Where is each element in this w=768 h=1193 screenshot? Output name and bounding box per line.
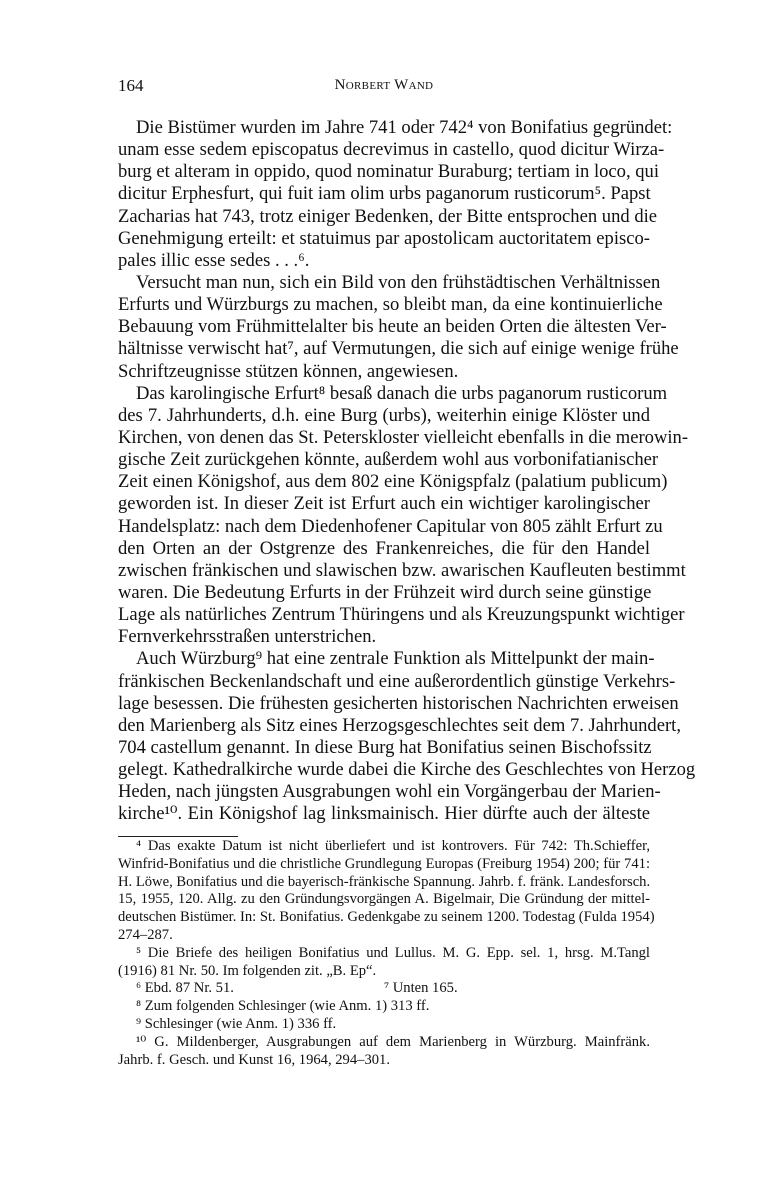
footnote-line: ⁸ Zum folgenden Schlesinger (wie Anm. 1) 313 ff. <box>136 998 430 1015</box>
footnote-line: ⁵ Die Briefe des heiligen Bonifatius und Lullus. M. G. Epp. sel. 1, hrsg. M.Tangl <box>136 944 650 961</box>
page-header <box>118 76 650 100</box>
body-line: Schriftzeugnisse stützen können, angewiesen. <box>118 360 459 382</box>
body-line: dicitur Erphesfurt, qui fuit iam olim urbs paganorum rusticorum⁵. Papst <box>118 183 651 205</box>
body-line: burg et alteram in oppido, quod nominatur Buraburg; tertiam in loco, qui <box>118 161 660 183</box>
footnote-line: deutschen Bistümer. In: St. Bonifatius. Gedenkgabe zu seinem 1200. Todestag (Fulda 1954) <box>118 909 655 926</box>
footnotes-part-2 <box>118 998 650 1069</box>
footnotes-part-1 <box>118 838 655 980</box>
body-line: Auch Würzburg⁹ hat eine zentrale Funktion als Mittelpunkt der main- <box>136 648 655 670</box>
body-line: geworden ist. In dieser Zeit ist Erfurt auch ein wichtiger karolingischer <box>118 493 650 515</box>
body-line: Fernverkehrsstraßen unterstrichen. <box>118 626 377 648</box>
body-line: unam esse sedem episcopatus decrevimus in castello, quod dicitur Wirza- <box>118 139 665 161</box>
body-line: Erfurts und Würzburgs zu machen, so bleibt man, da eine kontinuierliche <box>118 294 663 316</box>
body-line: Lage als natürliches Zentrum Thüringens und als Kreuzungspunkt wichtiger <box>118 604 685 626</box>
body-line: Die Bistümer wurden im Jahre 741 oder 742⁴ von Bonifatius gegründet: <box>136 117 673 138</box>
body-line: gische Zeit zurückgehen könnte, außerdem wohl aus vorbonifatianischer <box>118 449 659 471</box>
body-line: Heden, nach jüngsten Ausgrabungen wohl ein Vorgängerbau der Marien- <box>118 781 661 803</box>
footnote-line: Winfrid-Bonifatius und die christliche Grundlegung Europas (Freiburg 1954) 200; für 741: <box>118 855 650 872</box>
body-line: zwischen fränkischen und slawischen bzw. awarischen Kaufleuten bestimmt <box>118 559 686 581</box>
body-line: des 7. Jahrhunderts, d.h. eine Burg (urbs), weiterhin einige Klöster und <box>118 404 650 426</box>
body-line: Handelsplatz: nach dem Diedenhofener Capitular von 805 zählt Erfurt zu <box>118 515 663 537</box>
body-line: lage besessen. Die frühesten gesicherten historischen Nachrichten erweisen <box>118 692 679 714</box>
footnote-6: ⁶ Ebd. 87 Nr. 51. <box>136 980 234 997</box>
body-text <box>118 117 696 826</box>
body-line: Kirchen, von denen das St. Peterskloster vielleicht ebenfalls in die merowin- <box>118 426 689 448</box>
footnote-line: 274–287. <box>118 926 173 943</box>
running-title: Norbert Wand <box>334 77 434 93</box>
footnote-line: ⁴ Das exakte Datum ist nicht überliefert und ist kontrovers. Für 742: Th.Schieffer, <box>136 838 650 854</box>
body-line: hältnisse verwischt hat⁷, auf Vermutungen, die sich auf einige wenige frühe <box>118 338 679 360</box>
body-line: fränkischen Beckenlandschaft und eine außerordentlich günstige Verkehrs- <box>118 670 676 692</box>
body-line: waren. Die Bedeutung Erfurts in der Frühzeit wird durch seine günstige <box>118 581 652 603</box>
footnote-7: ⁷ Unten 165. <box>384 980 458 997</box>
footnote-line: H. Löwe, Bonifatius und die bayerisch-fränkische Spannung. Jahrb. f. fränk. Landesforsch. <box>118 873 651 890</box>
body-line: Genehmigung erteilt: et statuimus par apostolicam auctoritatem episco- <box>118 227 650 249</box>
body-line: Zeit einen Königshof, aus dem 802 eine Königspfalz (palatium publicum) <box>118 471 668 493</box>
footnote-line-split <box>118 980 650 998</box>
footnote-line: ⁹ Schlesinger (wie Anm. 1) 336 ff. <box>136 1015 337 1032</box>
footnote-line: (1916) 81 Nr. 50. Im folgenden zit. „B. Ep“. <box>118 962 377 979</box>
body-line: gelegt. Kathedralkirche wurde dabei die Kirche des Geschlechtes von Herzog <box>118 759 696 781</box>
body-line: 704 castellum genannt. In diese Burg hat Bonifatius seinen Bischofssitz <box>118 736 652 758</box>
body-line: Zacharias hat 743, trotz einiger Bedenken, der Bitte entsprochen und die <box>118 205 658 227</box>
footnote-line: Jahrb. f. Gesch. und Kunst 16, 1964, 294–301. <box>118 1051 390 1068</box>
footnotes <box>118 838 655 1069</box>
page-number: 164 <box>118 76 144 95</box>
body-line: kirche¹⁰. Ein Königshof lag linksmainisch. Hier dürfte auch der älteste <box>118 803 650 825</box>
footnote-line: ¹⁰ G. Mildenberger, Ausgrabungen auf dem Marienberg in Würzburg. Mainfränk. <box>136 1033 650 1050</box>
footnote-line: 15, 1955, 120. Allg. zu den Gründungsvorgängen A. Bigelmair, Die Gründung der mittel- <box>118 891 650 908</box>
body-line: den Orten an der Ostgrenze des Frankenreiches, die für den Handel <box>118 537 650 559</box>
body-line: Versucht man nun, sich ein Bild von den frühstädtischen Verhältnissen <box>136 271 661 293</box>
body-line: pales illic esse sedes . . .⁶. <box>118 249 310 271</box>
body-line: Das karolingische Erfurt⁸ besaß danach die urbs paganorum rusticorum <box>136 382 668 404</box>
body-line: den Marienberg als Sitz eines Herzogsgeschlechtes seit dem 7. Jahrhundert, <box>118 714 681 736</box>
footnote-rule <box>118 836 238 837</box>
body-line: Bebauung vom Frühmittelalter bis heute an beiden Orten die ältesten Ver- <box>118 316 667 338</box>
